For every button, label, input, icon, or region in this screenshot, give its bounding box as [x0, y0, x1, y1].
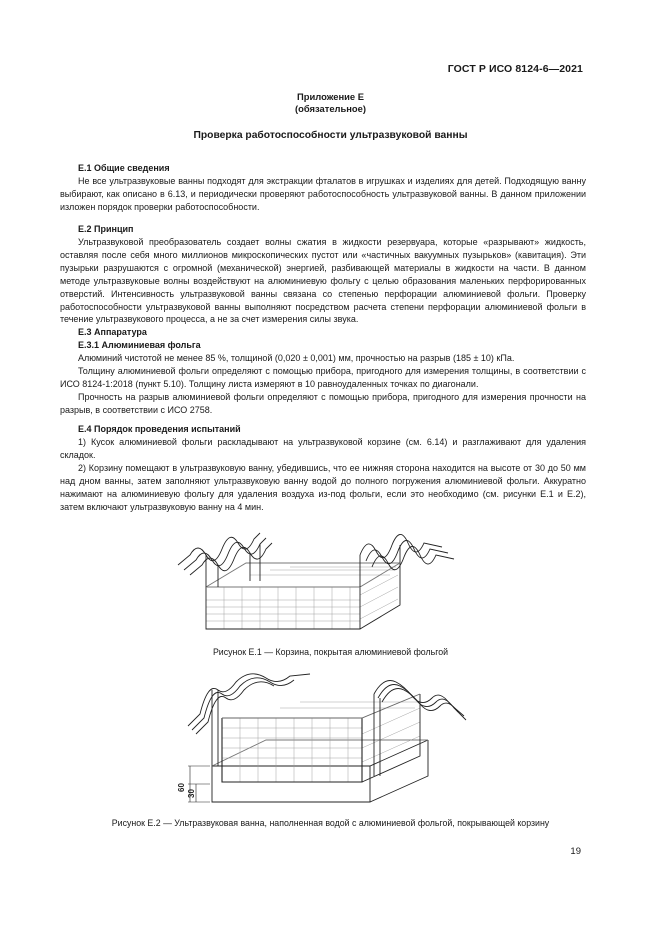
section-e2-paragraph: Ультразвуковой преобразователь создает волны сжатия в жидкости резервуара, которые «разрывают» жидкость, оставляя после себя много миллионов микроскопических пустот или «частичных вакуумных пузырьков» (кавитация). Эти пузырьки разрушаются с огромной (механической) энергией, разбивающей материалы в жидкости на части. В данном методе ультразвуковые волны воздействуют на алюминиевую фольгу с целью образования маленьких перфорированных отверстий. Интенсивность ультразвуковой ванны связана со степенью перфорации алюминиевой фольги. Проверку работоспособности ультразвуковой ванны выполняют посредством расчета степени перфорации алюминиевой фольги в течение ультразвукового процесса, а не за счет измерения силы звука.: [60, 237, 586, 325]
bath-outline: [212, 740, 428, 802]
dimension-30-label: 30: [187, 789, 196, 798]
section-e1-heading: Е.1 Общие сведения: [78, 163, 170, 173]
standard-number: ГОСТ Р ИСО 8124-6—2021: [447, 63, 583, 75]
figure-e2-bath: [160, 668, 490, 808]
figure-e1-basket: [170, 515, 470, 637]
section-e3-paragraph-2: Толщину алюминиевой фольги определяют с помощью прибора, пригодного для измерения толщины, в соответствии с ИСО 8124-1:2018 (пункт 5.10). Толщину листа измеряют в 10 равноудаленных точках по диагонали.: [60, 365, 586, 389]
section-e3-paragraph-3: Прочность на разрыв алюминиевой фольги определяют с помощью прибора, пригодного для измерения прочности на разрыв, в соответствии с ИСО 2758.: [60, 391, 586, 415]
section-e3-heading: Е.3 Аппаратура: [78, 327, 147, 337]
annex-label: Приложение Е: [297, 91, 364, 102]
page-title: Проверка работоспособности ультразвуковой ванны: [193, 130, 468, 141]
section-e3-paragraph-1: Алюминий чистотой не менее 85 %, толщиной (0,020 ± 0,001) мм, прочностью на разрыв (185 ± 10) кПа.: [78, 353, 515, 363]
section-e4-step-1: 1) Кусок алюминиевой фольги раскладывают на ультразвуковой корзине (см. 6.14) и разглаживают для удаления складок.: [60, 437, 586, 460]
foil-right-fold: [360, 534, 454, 587]
page-number: 19: [570, 846, 581, 857]
section-e4-body: [60, 436, 586, 513]
foil-left-fold: [178, 533, 272, 587]
section-e1-body: [60, 175, 586, 214]
foil-left: [188, 674, 310, 766]
section-e1-paragraph: Не все ультразвуковые ванны подходят для экстракции фталатов в игрушках и изделиях для детей. Подходящую ванну выбирают, как описано в 6.13, и периодически проверяют работоспособность ультразвуковой ванны. В данном приложении изложен порядок проверки работоспособности.: [60, 176, 586, 212]
section-e3-body: [60, 352, 586, 417]
section-e2-heading: Е.2 Принцип: [78, 224, 134, 234]
section-e3-1-heading: Е.3.1 Алюминиевая фольга: [78, 340, 201, 350]
figure-e1-caption: Рисунок Е.1 — Корзина, покрытая алюминиевой фольгой: [212, 647, 449, 657]
section-e4-step-2: 2) Корзину помещают в ультразвуковую ванну, убедившись, что ее нижняя сторона находится на высоте от 30 до 50 мм над дном ванны, затем заполняют ультразвуковую ванну водой до полного погружения алюминиевой фольги. Аккуратно нажимают на алюминиевую фольгу для удаления воздуха из-под фольги, если это необходимо (см. рисунки Е.1 и Е.2), затем включают ультразвуковую ванну на 4 мин.: [60, 462, 586, 512]
section-e2-body: [60, 236, 586, 326]
section-e4-heading: Е.4 Порядок проведения испытаний: [78, 424, 241, 434]
basket-grid: [206, 567, 398, 629]
basket-mesh: [222, 702, 420, 782]
dimension-60-label: 60: [177, 783, 186, 792]
annex-status: (обязательное): [295, 103, 366, 114]
figure-e2-caption: Рисунок Е.2 — Ультразвуковая ванна, наполненная водой с алюминиевой фольгой, покрывающей корзину: [111, 818, 550, 828]
